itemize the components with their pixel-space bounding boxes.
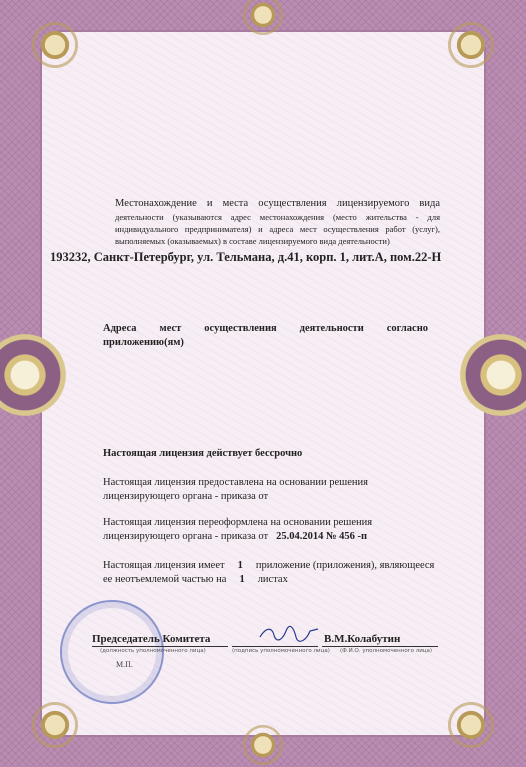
caption-name: (Ф.И.О. уполномоченного лица) xyxy=(340,648,433,654)
validity-text: Настоящая лицензия действует бессрочно xyxy=(103,448,303,459)
ornament-bottom-left xyxy=(20,690,90,760)
ornament-top-left xyxy=(20,10,90,80)
basis-reissued: Настоящая лицензия переоформлена на основании решения лицензирующего органа - приказа от 25.04.2014 № 456 -п xyxy=(103,517,373,542)
appendix-info: Настоящая лицензия имеет 1 приложение (приложения), являющееся ее неотъемлемой частью на 1 листах xyxy=(103,560,435,585)
places-label: Адреса мест осуществления деятельности согласно приложению(ям) xyxy=(103,323,428,348)
ornament-top-right xyxy=(436,10,506,80)
signer-title: Председатель Комитета xyxy=(92,633,211,645)
location-label: Местонахождение и места осуществления лицензируемого вида xyxy=(115,198,440,209)
appendix-count: 1 xyxy=(237,560,243,571)
license-address: 193232, Санкт-Петербург, ул. Тельмана, д.41, корп. 1, лит.А, пом.22-Н xyxy=(50,250,442,264)
signer-name: В.М.Колабутин xyxy=(324,633,401,645)
position-line xyxy=(92,646,228,647)
signature xyxy=(258,623,320,645)
sheet-count: 1 xyxy=(239,574,245,585)
location-label-note: деятельности (указываются адрес местонахождения (место жительства - для индивидуального предпринимателя) и адреса мест осуществления работ (услуг), выполняемых (оказываемых) в составе лицензируемого вида деятельности) xyxy=(115,212,440,246)
signature-scribble xyxy=(258,623,320,645)
seal-mark: М.П. xyxy=(116,660,133,669)
basis-granted: Настоящая лицензия предоставлена на основании решения лицензирующего органа - приказа от xyxy=(103,477,368,502)
ornament-bottom-center xyxy=(228,720,298,767)
caption-position: (должность уполномоченного лица) xyxy=(100,648,206,654)
caption-signature: (подпись уполномоченного лица) xyxy=(232,648,330,654)
order-number: 25.04.2014 № 456 -п xyxy=(276,531,368,542)
signature-line xyxy=(232,646,318,647)
ornament-bottom-right xyxy=(436,690,506,760)
name-line xyxy=(322,646,438,647)
